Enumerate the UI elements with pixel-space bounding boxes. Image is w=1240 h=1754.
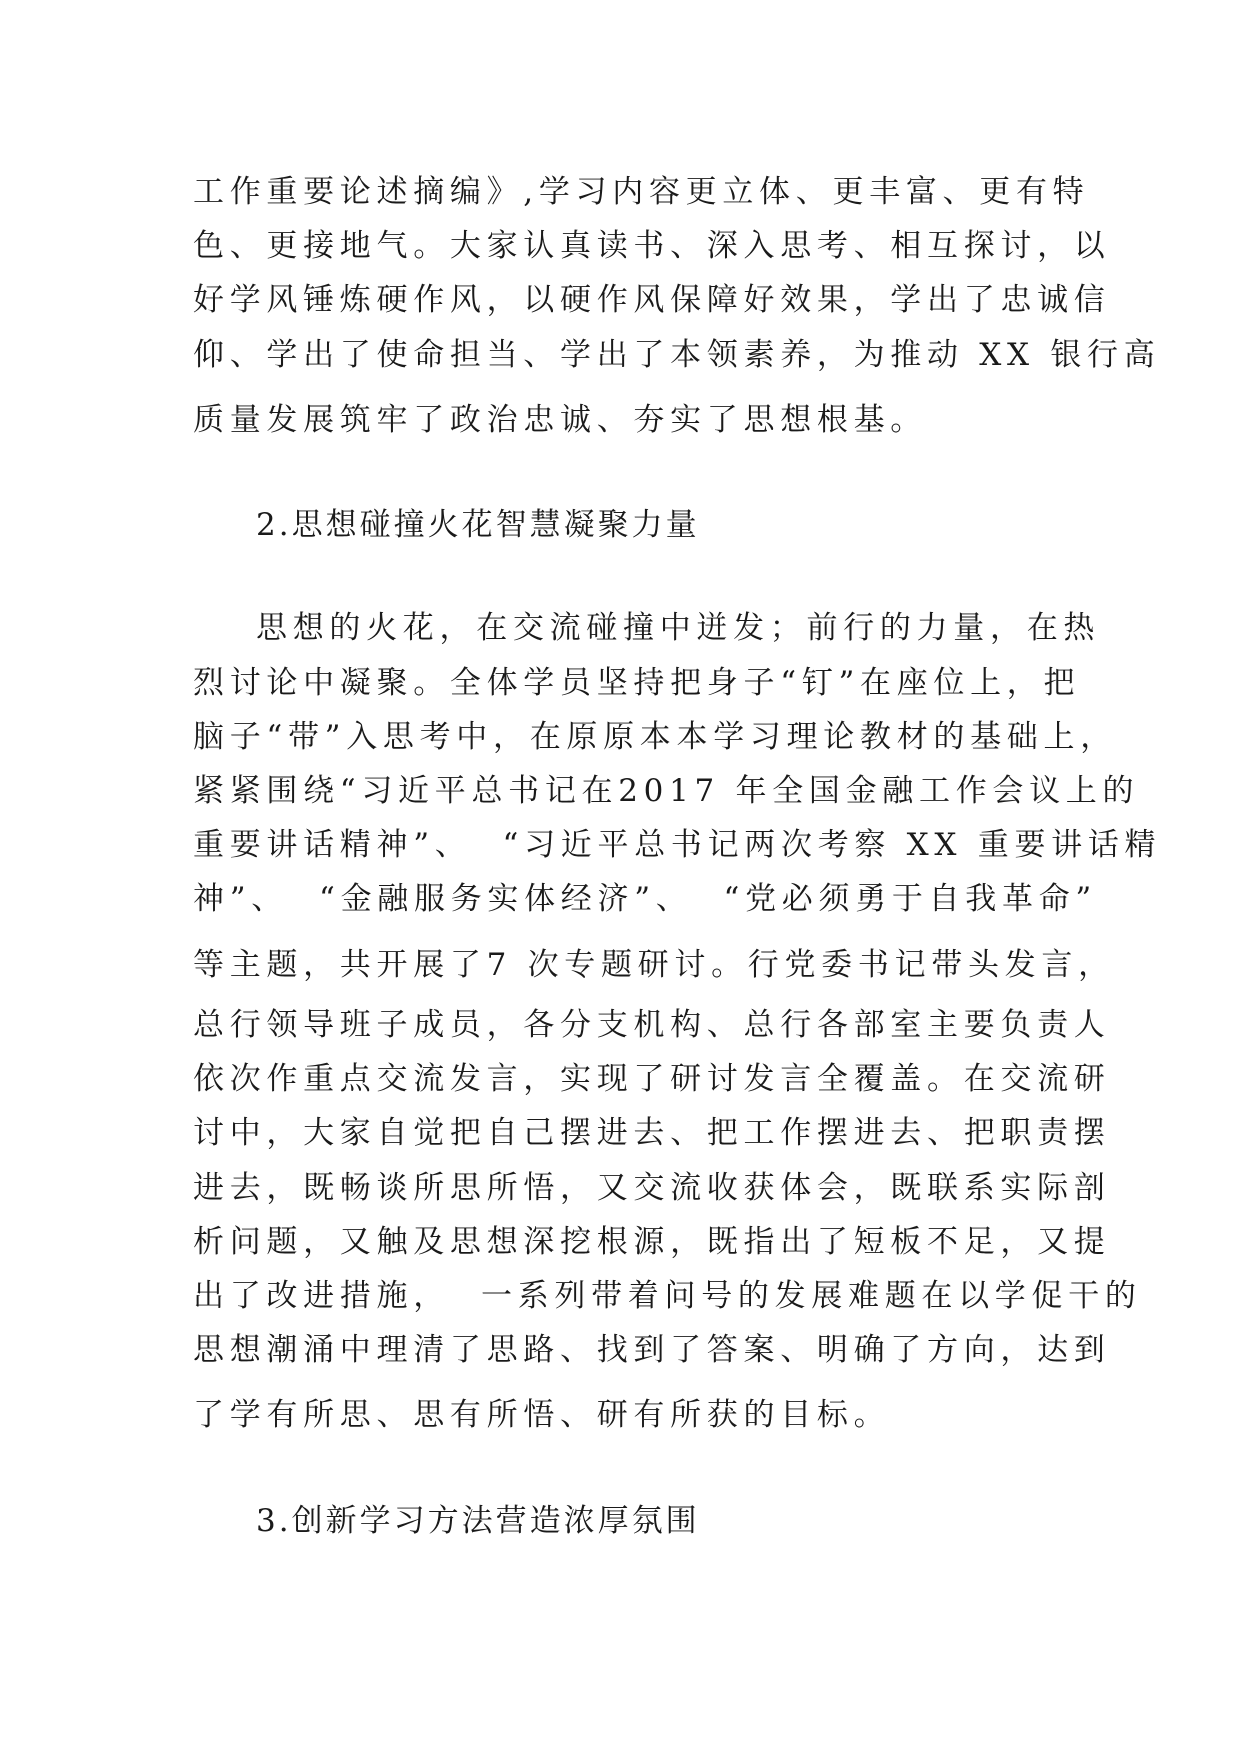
section-heading-2: 2.思想碰撞火花智慧凝聚力量	[256, 507, 700, 543]
section-heading-3: 3.创新学习方法营造浓厚氛围	[256, 1503, 700, 1539]
paragraph-2-line-1: 思想的火花，在交流碰撞中迸发；前行的力量，在热	[256, 610, 1101, 646]
paragraph-1-line-3: 好学风锤炼硬作风，以硬作风保障好效果，学出了忠诚信	[193, 282, 1111, 318]
paragraph-1-line-2: 色、更接地气。大家认真读书、深入思考、相互探讨，以	[193, 228, 1111, 264]
paragraph-2-line-8: 总行领导班子成员，各分支机构、总行各部室主要负责人	[193, 1007, 1111, 1043]
paragraph-2-line-15: 了学有所思、思有所悟、研有所获的目标。	[193, 1397, 891, 1433]
paragraph-1-line-5: 质量发展筑牢了政治忠诚、夯实了思想根基。	[193, 402, 927, 438]
paragraph-1-line-1: 工作重要论述摘编》,学习内容更立体、更丰富、更有特	[193, 174, 1090, 210]
paragraph-2-line-5: 重要讲话精神”、 “习近平总书记两次考察 XX 重要讲话精	[193, 827, 1162, 863]
paragraph-2-line-9: 依次作重点交流发言，实现了研讨发言全覆盖。在交流研	[193, 1061, 1111, 1097]
paragraph-2-line-3: 脑子“带”入思考中，在原原本本学习理论教材的基础上，	[193, 719, 1117, 755]
paragraph-2-line-2: 烈讨论中凝聚。全体学员坚持把身子“钉”在座位上，把	[193, 665, 1081, 701]
paragraph-2-line-10: 讨中，大家自觉把自己摆进去、把工作摆进去、把职责摆	[193, 1115, 1111, 1151]
paragraph-2-line-12: 析问题，又触及思想深挖根源，既指出了短板不足，又提	[193, 1224, 1111, 1260]
paragraph-2-line-7: 等主题，共开展了7 次专题研讨。行党委书记带头发言，	[193, 947, 1115, 983]
paragraph-2-line-13: 出了改进措施， 一系列带着问号的发展难题在以学促干的	[193, 1278, 1142, 1314]
paragraph-2-line-14: 思想潮涌中理清了思路、找到了答案、明确了方向，达到	[193, 1332, 1111, 1368]
paragraph-2-line-6: 神”、 “金融服务实体经济”、 “党必须勇于自我革命”	[193, 881, 1097, 917]
paragraph-2-line-11: 进去，既畅谈所思所悟，又交流收获体会，既联系实际剖	[193, 1170, 1111, 1206]
paragraph-1-line-4: 仰、学出了使命担当、学出了本领素养，为推动 XX 银行高	[193, 337, 1161, 373]
paragraph-2-line-4: 紧紧围绕“习近平总书记在2017 年全国金融工作会议上的	[193, 773, 1140, 809]
